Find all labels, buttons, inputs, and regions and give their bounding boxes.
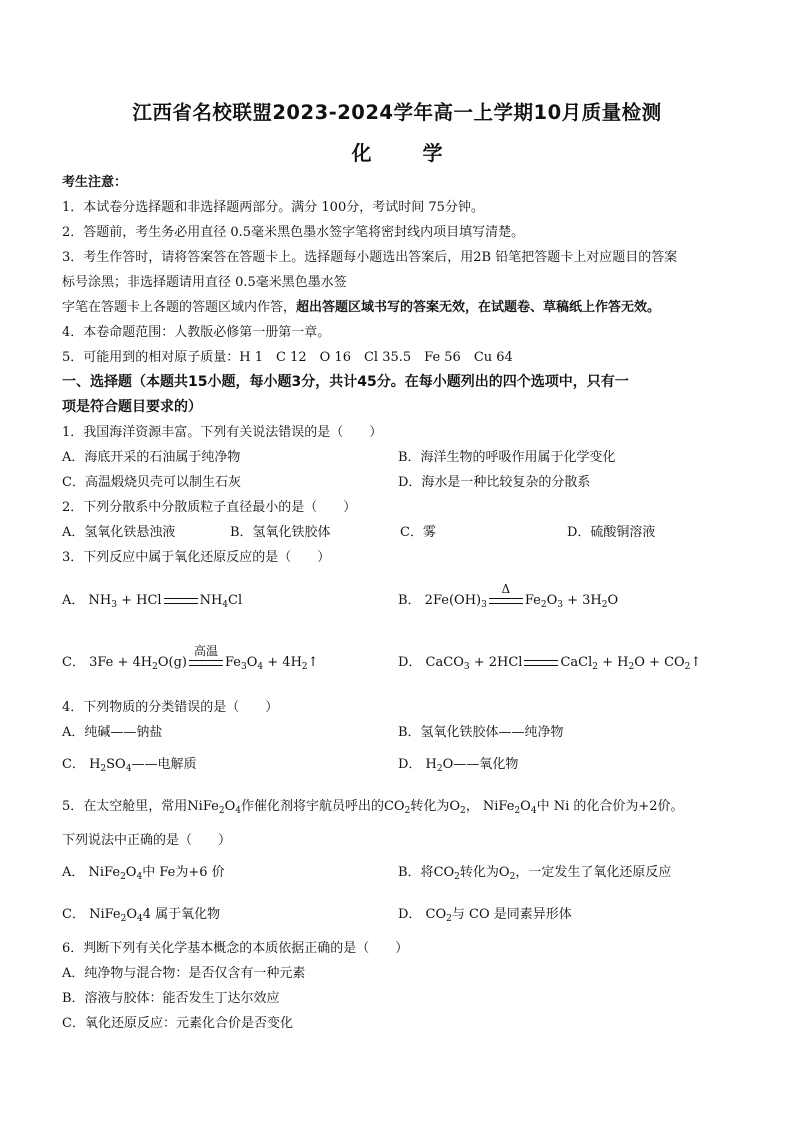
q5-option-d-text: 与 CO 是同素异形体 — [451, 907, 572, 922]
double-equal-sign — [489, 581, 523, 604]
q3-stem: 3．下列反应中属于氧化还原反应的是（ ） — [62, 550, 331, 565]
notice-item-3-cont-normal: 字笔在答题卡上各题的答题区域内作答， — [62, 300, 297, 315]
q1-option-a: A．海底开采的石油属于纯净物 — [62, 450, 241, 465]
notice-item-3: 3．考生作答时，请将答案答在答题卡上。选择题每小题选出答案后，用2B 铅笔把答题卡上对应题目的答案 — [62, 250, 678, 265]
condition-heat: Δ — [501, 581, 511, 596]
q5-stem: 5．在太空舱里，常用$NiFe_2O_4$作催化剂将宇航员呼出的$CO_2$转化为$O_2$， $NiFe_2O_4$中 Ni 的化合价为+2价。 — [62, 799, 684, 816]
notice-item-4: 4．本卷命题范围：人教版必修第一册第一章。 — [62, 325, 331, 340]
q5-option-c-text: 4 属于氧化物 — [142, 907, 221, 922]
q4-option-c-text: ——电解质 — [131, 757, 197, 772]
q2-option-d: D．硫酸铜溶液 — [567, 525, 656, 540]
q6-option-b: B．溶液与胶体：能否发生丁达尔效应 — [62, 991, 280, 1006]
q4-option-d: D． $H_2O——$氧化物 — [398, 757, 519, 774]
notice-item-3-cont-bold: 超出答题区域书写的答案无效，在试题卷、草稿纸上作答无效。 — [296, 300, 661, 315]
q1-option-d: D．海水是一种比较复杂的分散系 — [398, 475, 591, 490]
q5-stem-1: 5．在太空舱里，常用 — [62, 799, 188, 814]
q2-option-c: C．雾 — [400, 525, 436, 540]
double-equal-sign — [164, 598, 198, 604]
q3-option-b: B． $2Fe(OH)_3$ Δ $Fe_2O_3 + 3H_2O$ — [398, 581, 619, 610]
q3-option-c: C． $3Fe + 4H_2O(g)$ 高温 $Fe_3O_4$ + $4H_2↑$ — [62, 643, 319, 672]
q5-option-a: A． $NiFe_2O_4$中 Fe为+6 价 — [62, 865, 225, 882]
double-equal-sign — [189, 643, 223, 666]
page-title: 江西省名校联盟2023-2024学年高一上学期10月质量检测 — [132, 101, 662, 124]
q5-option-a-text: 中 Fe为+6 价 — [142, 865, 225, 880]
q4-option-d-text: ——氧化物 — [453, 757, 519, 772]
q4-stem: 4．下列物质的分类错误的是（ ） — [62, 700, 279, 715]
q3-option-d: D． CaCO$_3$ + 2HCl CaCl$_2$ + $H_2O$ + $CO_2↑$ — [398, 655, 702, 672]
q2-option-a: A．氢氧化铁悬浊液 — [62, 525, 176, 540]
q1-option-b: B．海洋生物的呼吸作用属于化学变化 — [398, 450, 616, 465]
q2-stem: 2．下列分散系中分散质粒子直径最小的是（ ） — [62, 500, 357, 515]
notice-item-3-cont2 — [62, 299, 660, 317]
q4-option-b: B．氢氧化铁胶体——纯净物 — [398, 725, 564, 740]
notice-item-3-cont: 标号涂黑；非选择题请用直径 0.5毫米黑色墨水签 — [62, 275, 347, 290]
notice-item-5: 5．可能用到的相对原子质量：H 1 C 12 O 16 Cl 35.5 Fe 56 Cu 64 — [62, 350, 513, 365]
q5-option-d: D． $CO_2$与 CO 是同素异形体 — [398, 907, 572, 924]
q1-stem: 1．我国海洋资源丰富。下列有关说法错误的是（ ） — [62, 425, 383, 440]
q6-option-c: C．氧化还原反应：元素化合价是否变化 — [62, 1016, 293, 1031]
section-heading-line1: 一、选择题（本题共15小题，每小题3分，共计45分。在每小题列出的四个选项中，只有一 — [62, 374, 629, 390]
subject-title: 化 学 — [351, 141, 465, 165]
notice-item-1: 1．本试卷分选择题和非选择题两部分。满分 100分，考试时间 75分钟。 — [62, 200, 484, 215]
q5-option-b: B．将$CO_2$转化为$O_2$，一定发生了氧化还原反应 — [398, 865, 672, 882]
condition-high-temp: 高温 — [193, 643, 218, 658]
q5-option-b-text: ，一定发生了氧化还原反应 — [515, 865, 672, 880]
q5-option-b-mid: 转化为 — [459, 865, 499, 880]
q5-stem-line2: 下列说法中正确的是（ ） — [62, 833, 232, 848]
q2-option-b: B．氢氧化铁胶体 — [230, 525, 331, 540]
q5-option-b-pre: B．将 — [398, 865, 434, 880]
q5-stem-4: 中 Ni 的化合价为+2价。 — [536, 799, 684, 814]
q6-option-a: A．纯净物与混合物：是否仅含有一种元素 — [62, 966, 306, 981]
q3-option-a: A． $NH_3$ + HCl $NH_4Cl$ — [62, 593, 243, 610]
notice-item-2: 2．答题前，考生务必用直径 0.5毫米黑色墨水签字笔将密封线内项目填写清楚。 — [62, 225, 525, 240]
q5-stem-2: 作催化剂将宇航员呼出的 — [240, 799, 384, 814]
q4-option-c: C． $H_2SO_4——$电解质 — [62, 757, 197, 774]
q4-option-a: A．纯碱——钠盐 — [62, 725, 163, 740]
section-heading-line2: 项是符合题目要求的） — [62, 399, 202, 415]
double-equal-sign — [524, 660, 558, 666]
q1-option-c: C．高温煅烧贝壳可以制生石灰 — [62, 475, 241, 490]
q5-stem-3: 转化为 — [410, 799, 450, 814]
q6-stem: 6．判断下列有关化学基本概念的本质依据正确的是（ ） — [62, 941, 409, 956]
q5-option-c: C． $NiFe_2O_44$ 属于氧化物 — [62, 907, 221, 924]
notice-heading: 考生注意： — [62, 175, 128, 190]
